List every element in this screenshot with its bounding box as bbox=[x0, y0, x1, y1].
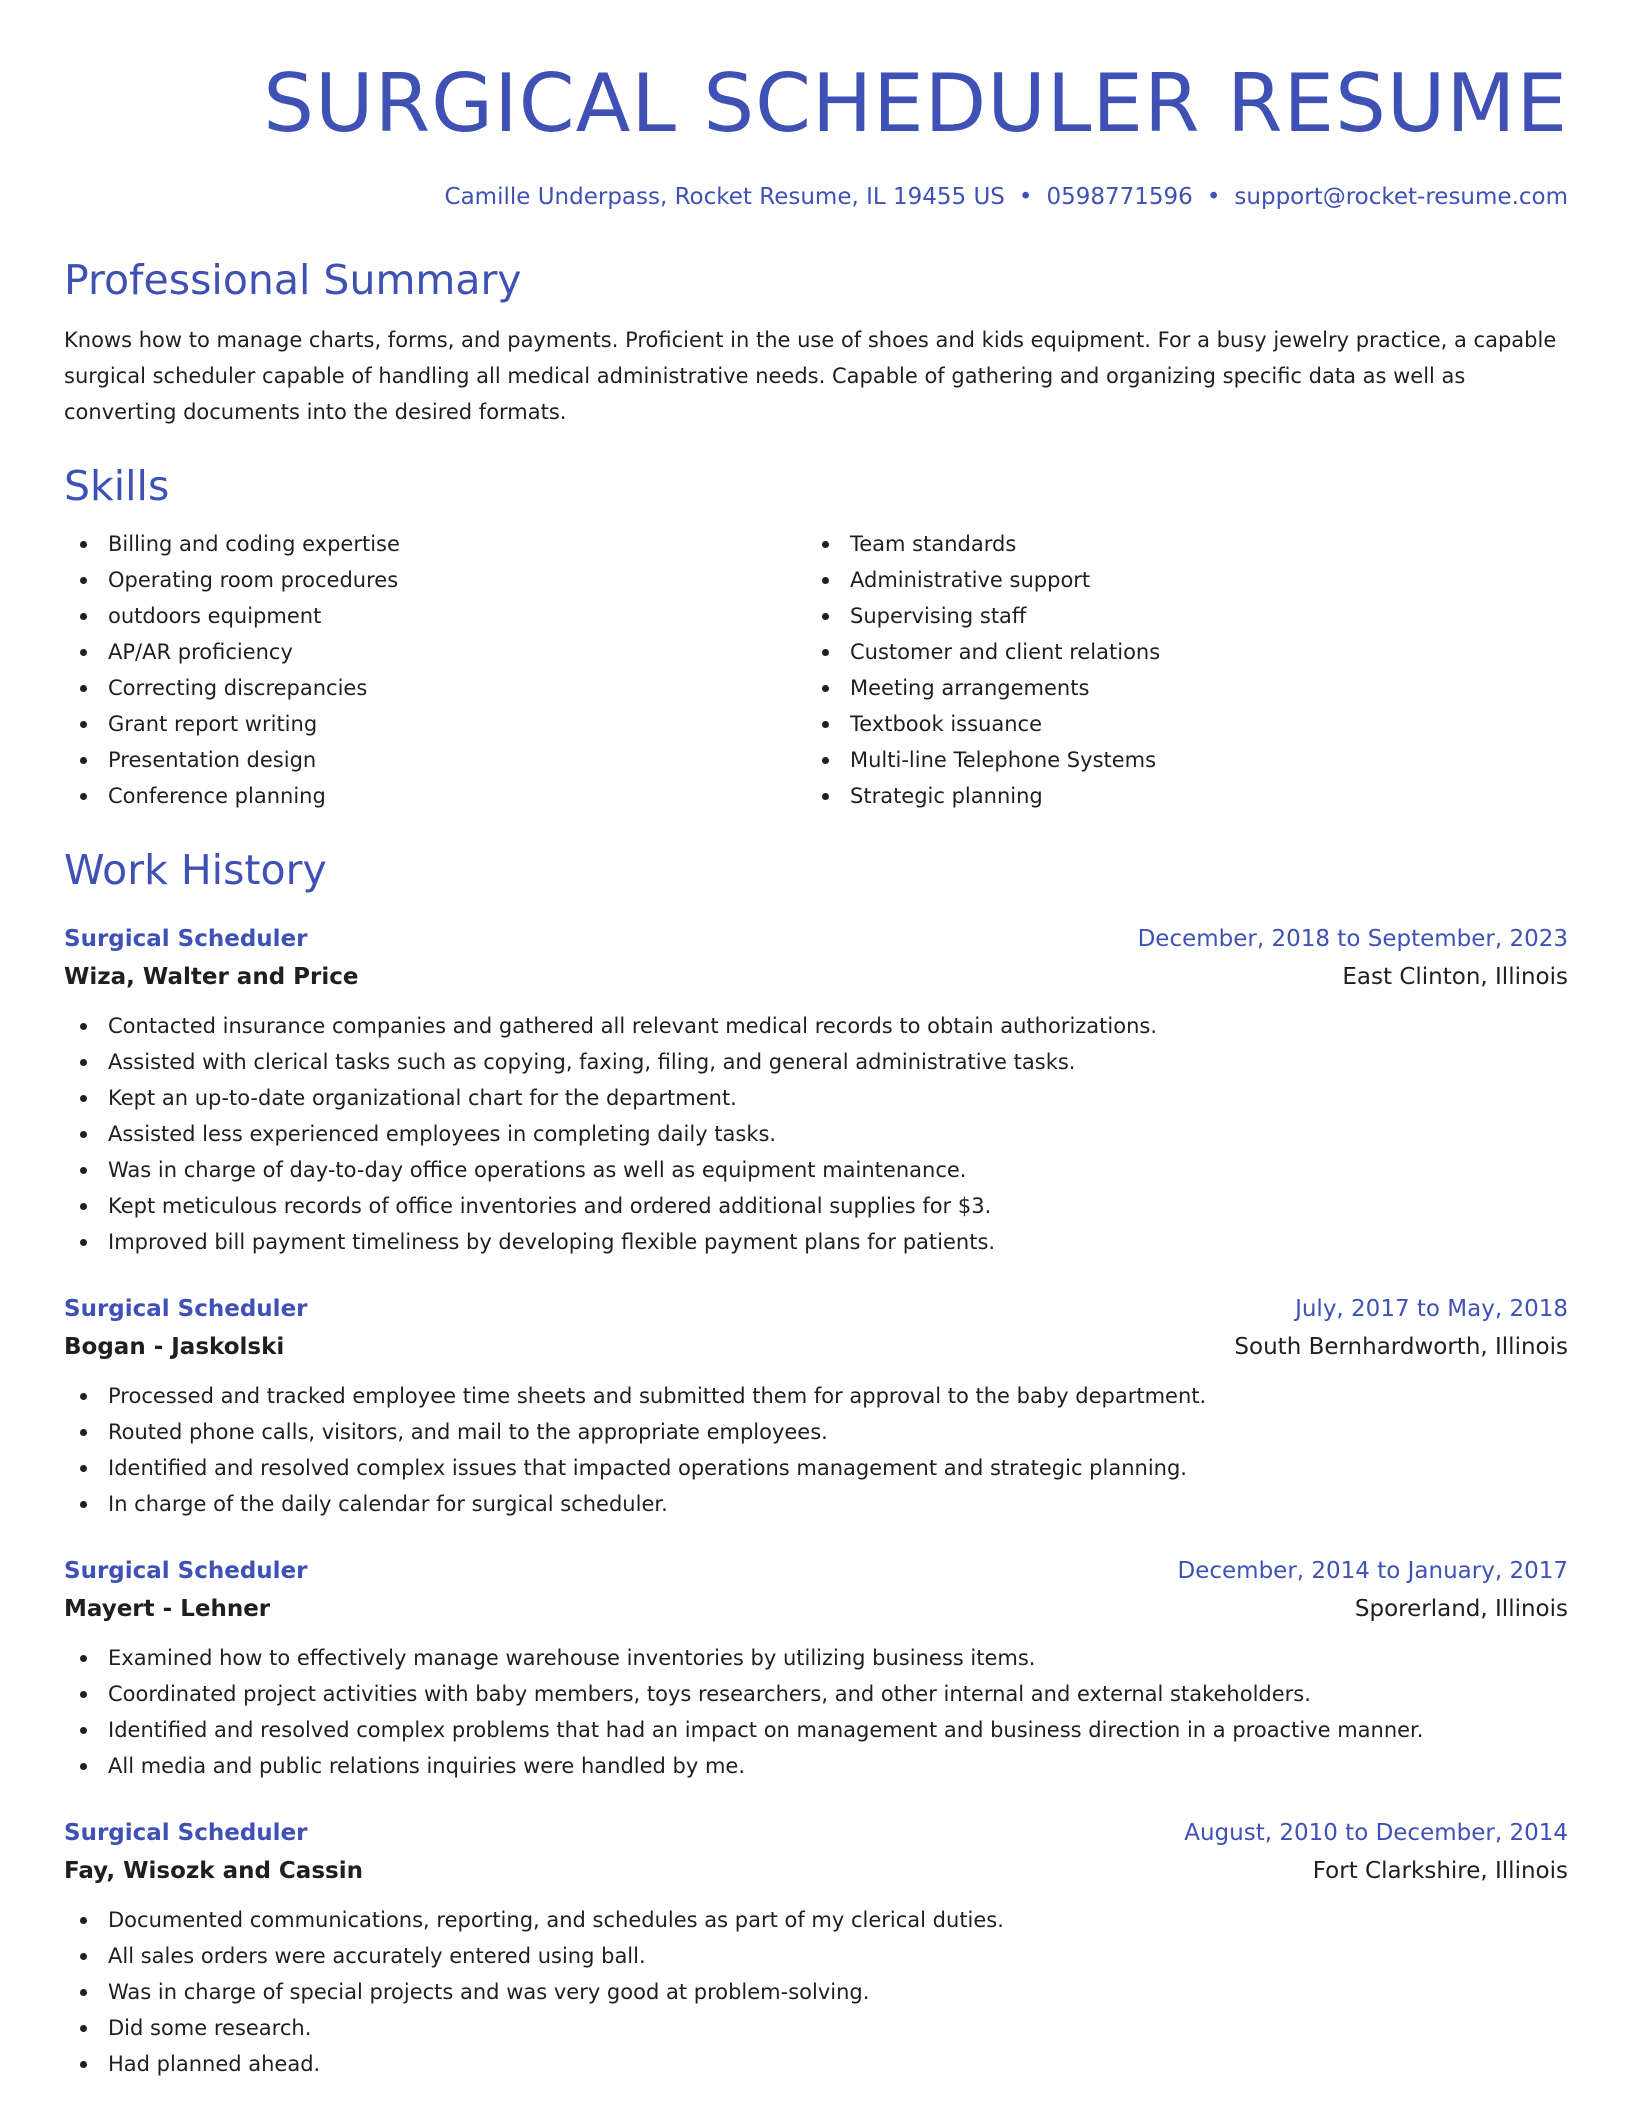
skills-column-left bbox=[64, 526, 806, 814]
skills-heading: Skills bbox=[64, 462, 170, 510]
job-location: East Clinton, Illinois bbox=[1342, 964, 1568, 990]
skill-item: Presentation design bbox=[64, 742, 806, 778]
job-bullet: Kept an up-to-date organizational chart for the department. bbox=[64, 1080, 1568, 1116]
skill-item: Meeting arrangements bbox=[806, 670, 1548, 706]
contact-separator: • bbox=[1018, 184, 1033, 210]
job-bullet: Kept meticulous records of office inventories and ordered additional supplies for $3. bbox=[64, 1188, 1568, 1224]
contact-phone: 0598771596 bbox=[1046, 184, 1193, 210]
skills-list bbox=[64, 526, 1568, 814]
job-location: Fort Clarkshire, Illinois bbox=[1312, 1858, 1568, 1884]
job-title: Surgical Scheduler bbox=[64, 1558, 308, 1584]
skill-item: AP/AR proficiency bbox=[64, 634, 806, 670]
job-bullet: Assisted with clerical tasks such as copying, faxing, filing, and general administrative tasks. bbox=[64, 1044, 1568, 1080]
job-location: Sporerland, Illinois bbox=[1354, 1596, 1568, 1622]
contact-email: support@rocket-resume.com bbox=[1234, 184, 1568, 210]
job-company-row bbox=[64, 1852, 1568, 1890]
job-title: Surgical Scheduler bbox=[64, 926, 308, 952]
job-company-row bbox=[64, 1590, 1568, 1628]
skills-column-right bbox=[806, 526, 1548, 814]
job-entry bbox=[64, 1290, 1568, 1522]
job-bullets bbox=[64, 1640, 1568, 1784]
skill-item: Administrative support bbox=[806, 562, 1548, 598]
summary-text: Knows how to manage charts, forms, and payments. Proficient in the use of shoes and kids equipment. For a busy jewelry practice, a capable surgical scheduler capable of handling all medical administrative needs. Capable of gathering and organizing specific data as well as converting documents into the desired formats. bbox=[64, 328, 1557, 424]
skill-item: Customer and client relations bbox=[806, 634, 1548, 670]
job-header-row bbox=[64, 1290, 1568, 1328]
job-bullet: Routed phone calls, visitors, and mail to the appropriate employees. bbox=[64, 1414, 1568, 1450]
skill-item: Operating room procedures bbox=[64, 562, 806, 598]
contact-address: Camille Underpass, Rocket Resume, IL 19455 US bbox=[444, 184, 1005, 210]
job-bullet: Processed and tracked employee time sheets and submitted them for approval to the baby department. bbox=[64, 1378, 1568, 1414]
job-bullet: Was in charge of day-to-day office operations as well as equipment maintenance. bbox=[64, 1152, 1568, 1188]
job-company-row bbox=[64, 1328, 1568, 1366]
job-company: Wiza, Walter and Price bbox=[64, 964, 359, 990]
job-bullet: Did some research. bbox=[64, 2010, 1568, 2046]
job-dates: December, 2014 to January, 2017 bbox=[1177, 1558, 1568, 1584]
contact-line bbox=[64, 182, 1568, 212]
job-bullet: All sales orders were accurately entered using ball. bbox=[64, 1938, 1568, 1974]
job-company-row bbox=[64, 958, 1568, 996]
job-header-row bbox=[64, 920, 1568, 958]
skill-item: Grant report writing bbox=[64, 706, 806, 742]
job-bullets bbox=[64, 1902, 1568, 2082]
summary-heading: Professional Summary bbox=[64, 256, 522, 304]
job-title: Surgical Scheduler bbox=[64, 1296, 308, 1322]
job-dates: August, 2010 to December, 2014 bbox=[1184, 1820, 1568, 1846]
job-title: Surgical Scheduler bbox=[64, 1820, 308, 1846]
skill-item: Supervising staff bbox=[806, 598, 1548, 634]
job-entry bbox=[64, 1552, 1568, 1784]
job-dates: December, 2018 to September, 2023 bbox=[1137, 926, 1568, 952]
job-entry bbox=[64, 1814, 1568, 2082]
job-bullet: Coordinated project activities with baby members, toys researchers, and other internal and external stakeholders. bbox=[64, 1676, 1568, 1712]
job-entry bbox=[64, 920, 1568, 1260]
job-bullet: Contacted insurance companies and gathered all relevant medical records to obtain authorizations. bbox=[64, 1008, 1568, 1044]
skill-item: Strategic planning bbox=[806, 778, 1548, 814]
skill-item: Correcting discrepancies bbox=[64, 670, 806, 706]
job-bullets bbox=[64, 1008, 1568, 1260]
job-bullet: Examined how to effectively manage warehouse inventories by utilizing business items. bbox=[64, 1640, 1568, 1676]
contact-separator: • bbox=[1206, 184, 1221, 210]
job-header-row bbox=[64, 1552, 1568, 1590]
job-bullet: Was in charge of special projects and was very good at problem-solving. bbox=[64, 1974, 1568, 2010]
job-bullet: Assisted less experienced employees in completing daily tasks. bbox=[64, 1116, 1568, 1152]
skill-item: Team standards bbox=[806, 526, 1548, 562]
job-bullet: Identified and resolved complex problems that had an impact on management and business direction in a proactive manner. bbox=[64, 1712, 1568, 1748]
resume-title: SURGICAL SCHEDULER RESUME bbox=[263, 57, 1568, 150]
job-bullet: Identified and resolved complex issues that impacted operations management and strategic planning. bbox=[64, 1450, 1568, 1486]
job-company: Mayert - Lehner bbox=[64, 1596, 271, 1622]
job-company: Bogan - Jaskolski bbox=[64, 1334, 285, 1360]
skill-item: Textbook issuance bbox=[806, 706, 1548, 742]
job-bullets bbox=[64, 1378, 1568, 1522]
job-header-row bbox=[64, 1814, 1568, 1852]
work-history-heading: Work History bbox=[64, 846, 327, 894]
job-company: Fay, Wisozk and Cassin bbox=[64, 1858, 363, 1884]
skill-item: Billing and coding expertise bbox=[64, 526, 806, 562]
job-bullet: In charge of the daily calendar for surgical scheduler. bbox=[64, 1486, 1568, 1522]
job-location: South Bernhardworth, Illinois bbox=[1234, 1334, 1568, 1360]
job-bullet: Documented communications, reporting, and schedules as part of my clerical duties. bbox=[64, 1902, 1568, 1938]
job-dates: July, 2017 to May, 2018 bbox=[1295, 1296, 1568, 1322]
job-bullet: Had planned ahead. bbox=[64, 2046, 1568, 2082]
skill-item: Conference planning bbox=[64, 778, 806, 814]
job-bullet: All media and public relations inquiries were handled by me. bbox=[64, 1748, 1568, 1784]
skill-item: Multi-line Telephone Systems bbox=[806, 742, 1548, 778]
job-bullet: Improved bill payment timeliness by developing flexible payment plans for patients. bbox=[64, 1224, 1568, 1260]
resume-page bbox=[64, 0, 1568, 2082]
skill-item: outdoors equipment bbox=[64, 598, 806, 634]
